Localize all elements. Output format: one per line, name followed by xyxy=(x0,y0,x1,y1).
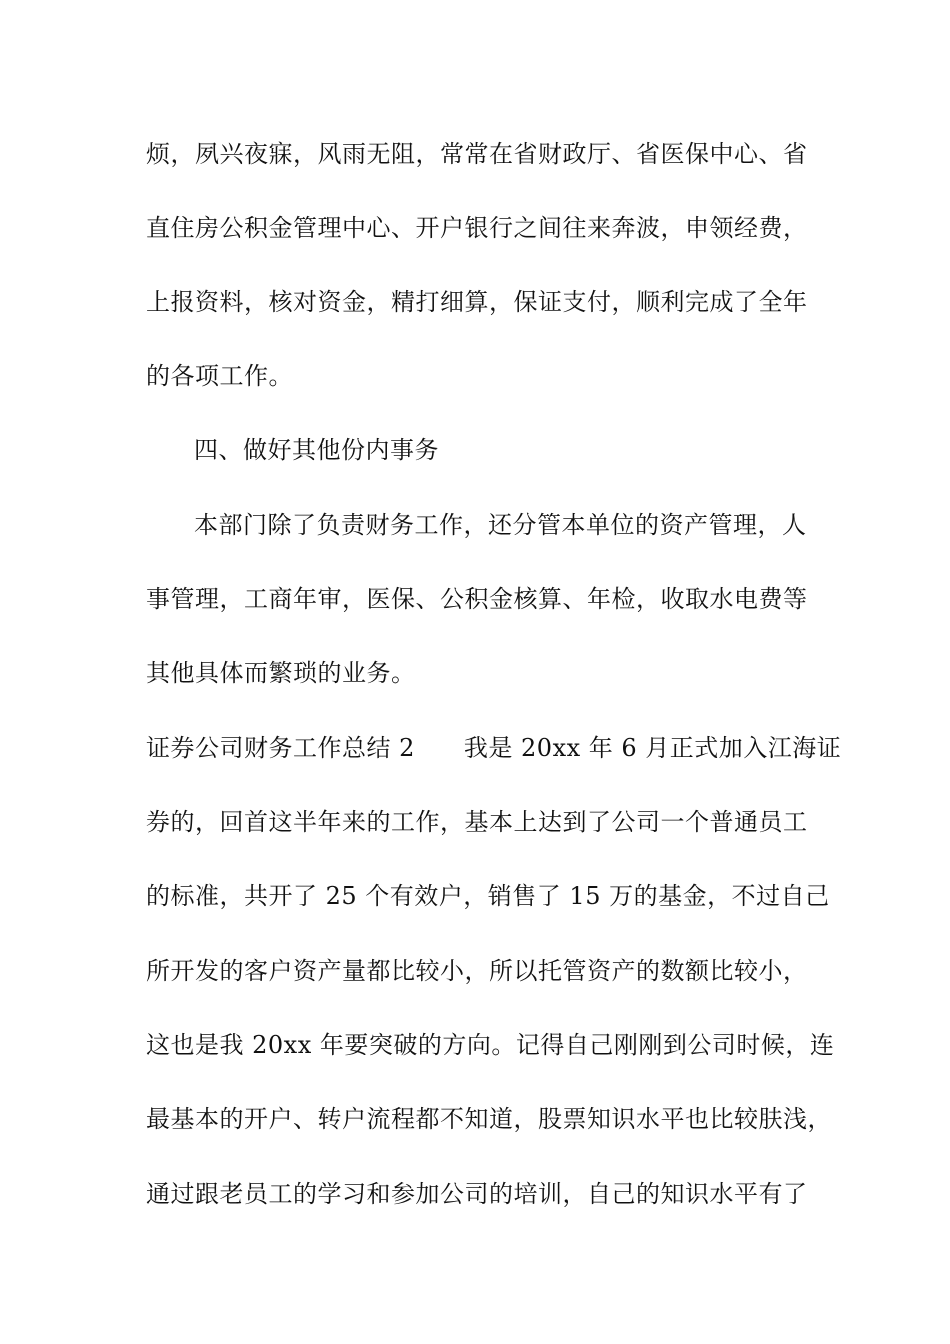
text-line-13: 这也是我 20xx 年要突破的方向。记得自己刚刚到公司时候，连 xyxy=(146,1031,835,1059)
text-line-10: 券的，回首这半年来的工作，基本上达到了公司一个普通员工 xyxy=(146,808,808,836)
text-line-15: 通过跟老员工的学习和参加公司的培训，自己的知识水平有了 xyxy=(146,1180,808,1208)
text-line-3: 上报资料，核对资金，精打细算，保证支付，顺利完成了全年 xyxy=(146,288,808,316)
text-line-4: 的各项工作。 xyxy=(146,362,293,390)
text-line-2: 直住房公积金管理中心、开户银行之间往来奔波，申领经费， xyxy=(146,214,808,242)
text-line-14: 最基本的开户、转户流程都不知道，股票知识水平也比较肤浅， xyxy=(146,1105,832,1133)
text-line-12: 所开发的客户资产量都比较小，所以托管资产的数额比较小， xyxy=(146,957,808,985)
text-line-7: 事管理，工商年审，医保、公积金核算、年检，收取水电费等 xyxy=(146,585,808,613)
text-line-6: 本部门除了负责财务工作，还分管本单位的资产管理，人 xyxy=(194,511,807,539)
section-heading: 四、做好其他份内事务 xyxy=(194,436,439,464)
text-line-11: 的标准，共开了 25 个有效户，销售了 15 万的基金，不过自己 xyxy=(146,882,830,910)
text-line-1: 烦，夙兴夜寐，风雨无阻，常常在省财政厅、省医保中心、省 xyxy=(146,140,808,168)
text-line-9: 证券公司财务工作总结 2 我是 20xx 年 6 月正式加入江海证 xyxy=(146,734,842,762)
text-line-8: 其他具体而繁琐的业务。 xyxy=(146,659,416,687)
